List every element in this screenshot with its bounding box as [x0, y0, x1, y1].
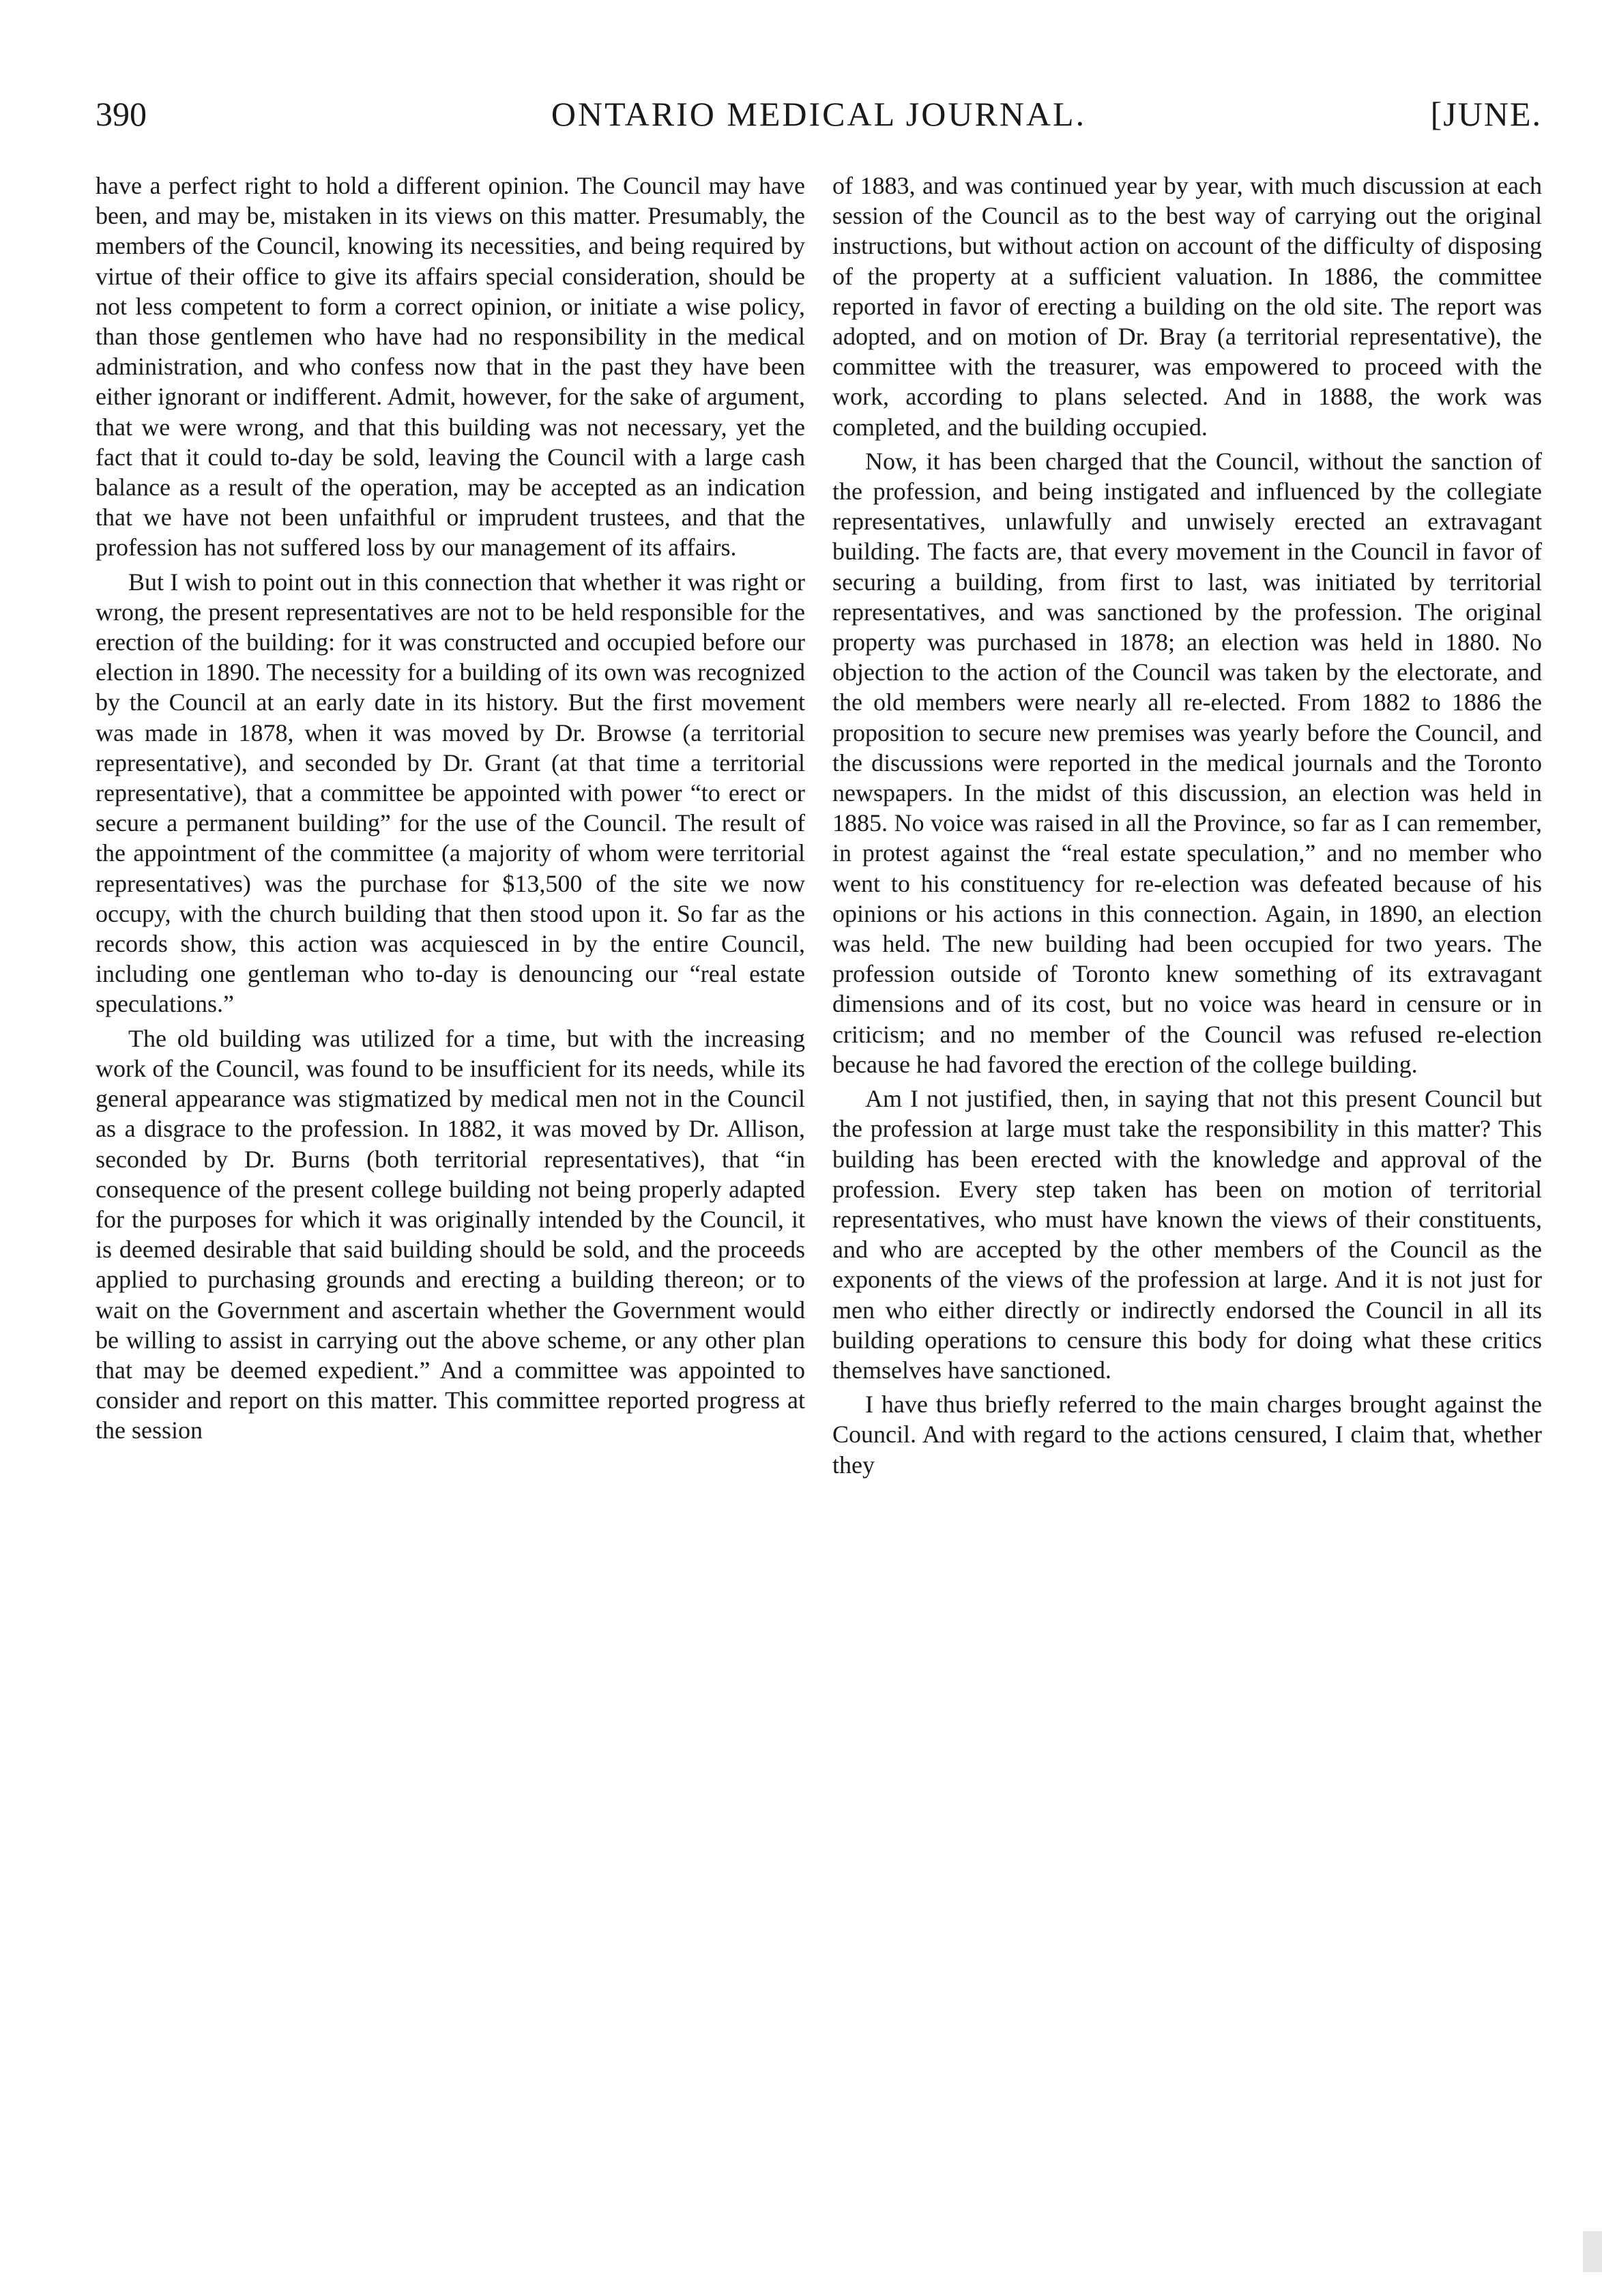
paragraph: Am I not justified, then, in saying that not this present Council but the profession at large must take the responsibility in this matter? This building has been erected with the knowledge and approval of the profession. Every step taken has been on motion of territorial representatives, who must have known the views of their constituents, and who are accepted by the other members of the Council as the exponents of the views of the profession at large. And it is not just for men who either directly or indirectly endorsed the Council in all its building operations to censure this body for doing what these critics themselves have sanctioned.	[832, 1085, 1542, 1384]
paragraph: of 1883, and was continued year by year, with much discussion at each session of the Council as to the best way of carrying out the original instructions, but without action on account of the difficulty of disposing of the property at a sufficient valuation. In 1886, the committee reported in favor of erecting a building on the old site. The report was adopted, and on motion of Dr. Bray (a territorial representative), the committee with the treasurer, was empowered to proceed with the work, according to plans selected. And in 1888, the work was completed, and the building occupied.	[832, 172, 1542, 441]
left-column	[96, 171, 805, 1446]
running-head	[96, 90, 1542, 138]
paragraph: The old building was utilized for a time, but with the increasing work of the Council, was found to be insufficient for its needs, while its general appearance was stigmatized by medical men not in the Council as a disgrace to the profession. In 1882, it was moved by Dr. Allison, seconded by Dr. Burns (both territorial representatives), that “in consequence of the present college building not being properly adapted for the purposes for which it was originally intended by the Council, it is deemed desirable that said building should be sold, and the proceeds applied to purchasing grounds and erecting a building thereon; or to wait on the Government and ascertain whether the Government would be willing to assist in carrying out the above scheme, or any other plan that may be deemed expedient.” And a committee was appointed to consider and report on this matter. This committee reported progress at the session	[96, 1024, 805, 1444]
paragraph: I have thus briefly referred to the main charges brought against the Council. And with regard to the actions censured, I claim that, whether they	[832, 1391, 1542, 1479]
page-edge-mark	[1583, 2231, 1602, 2272]
issue-month: [JUNE.	[1430, 95, 1542, 133]
paragraph: have a perfect right to hold a different opinion. The Council may have been, and may be, mistaken in its views on this matter. Presumably, the members of the Council, knowing its necessities, and being required by virtue of their office to give its affairs special consideration, should be not less competent to form a correct opinion, or initiate a wise policy, than those gentlemen who have had no responsibility in the medical administration, and who confess now that in the past they have been either ignorant or indifferent. Admit, however, for the sake of argument, that we were wrong, and that this building was not necessary, yet the fact that it could to-day be sold, leaving the Council with a large cash balance as a result of the operation, may be accepted as an indication that we have not been unfaithful or imprudent trustees, and that the profession has not suffered loss by our management of its affairs.	[96, 172, 805, 562]
paragraph: But I wish to point out in this connection that whether it was right or wrong, the present representatives are not to be held responsible for the erection of the building: for it was constructed and occupied before our election in 1890. The necessity for a building of its own was recognized by the Council at an early date in its history. But the first movement was made in 1878, when it was moved by Dr. Browse (a territorial representative), and seconded by Dr. Grant (at that time a territorial representative), that a committee be appointed with power “to erect or secure a permanent building” for the use of the Council. The result of the appointment of the committee (a majority of whom were territorial representatives) was the purchase for $13,500 of the site we now occupy, with the church building that then stood upon it. So far as the records show, this action was acquiesced in by the entire Council, including one gentleman who to-day is denouncing our “real estate speculations.”	[96, 568, 805, 1018]
journal-title: ONTARIO MEDICAL JOURNAL.	[551, 95, 1087, 133]
page-number: 390	[96, 95, 147, 133]
paragraph: Now, it has been charged that the Council, without the sanction of the profession, and being instigated and influenced by the collegiate representatives, unlawfully and unwisely erected an extravagant building. The facts are, that every movement in the Council in favor of securing a building, from first to last, was initiated by territorial representatives, and was sanctioned by the profession. The original property was purchased in 1878; an election was held in 1880. No objection to the action of the Council was taken by the electorate, and the old members were nearly all re-elected. From 1882 to 1886 the proposition to secure new premises was yearly before the Council, and the discussions were reported in the medical journals and the Toronto newspapers. In the midst of this discussion, an election was held in 1885. No voice was raised in all the Province, so far as I can remember, in protest against the “real estate speculation,” and no member who went to his constituency for re-election was defeated because of his opinions or his actions in this connection. Again, in 1890, an election was held. The new building had been occupied for two years. The profession outside of Toronto knew something of its extravagant dimensions and of its cost, but no voice was heard in censure or in criticism; and no member of the Council was refused re-election because he had favored the erection of the college building.	[832, 447, 1542, 1078]
right-column	[832, 171, 1542, 1480]
